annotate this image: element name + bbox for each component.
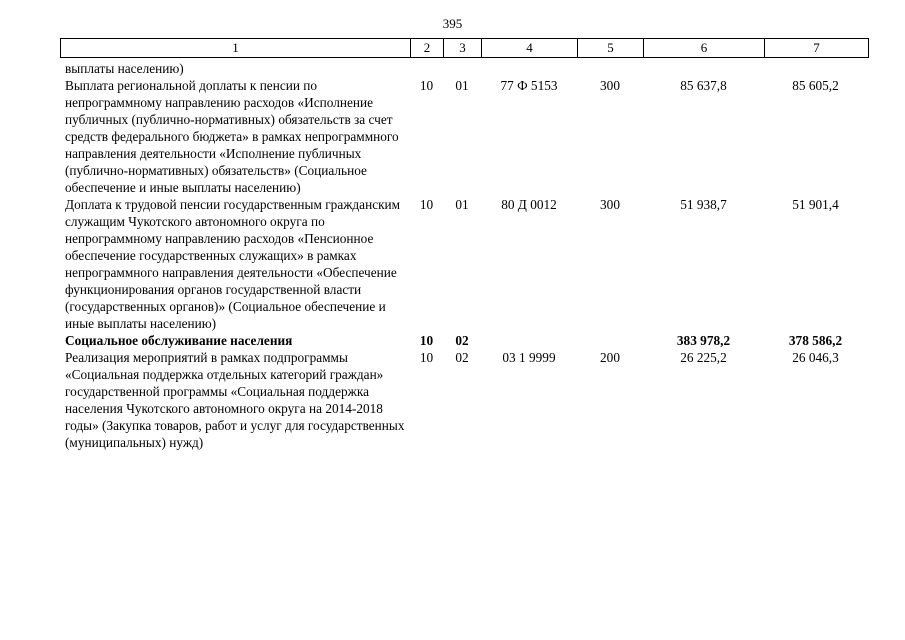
- header-col-1: 1: [61, 39, 411, 57]
- page-number: 395: [442, 16, 463, 31]
- header-col-4: 4: [482, 39, 578, 57]
- row-amount-planned: 26 225,2: [680, 350, 727, 365]
- row-amount-executed: 26 046,3: [792, 350, 839, 365]
- row-amount-planned: 383 978,2: [676, 333, 731, 348]
- table-row: [60, 196, 869, 332]
- row-amount-planned: 85 637,8: [680, 78, 727, 93]
- row-target-article: 77 Ф 5153: [500, 78, 558, 93]
- row-expense-type: 200: [600, 350, 620, 365]
- header-col-3: 3: [444, 39, 482, 57]
- header-col-6: 6: [644, 39, 765, 57]
- row-target-article: 03 1 9999: [502, 350, 556, 365]
- row-description: Выплата региональной доплаты к пенсии по непрограммному направлению расходов «Исполнение публичных (публично-нормативных) обязательств за счет средств федерального бюджета» в рамках непрограммного направления деятельности «Исполнение публичных (публично-нормативных) обязательств» (Социальное обеспечение и иные выплаты населению): [65, 78, 399, 195]
- row-amount-executed: 51 901,4: [792, 197, 839, 212]
- row-description: Реализация мероприятий в рамках подпрограммы «Социальная поддержка отдельных категорий граждан» государственной программы «Социальная поддержка населения Чукотского автономного округа на 2014-2018 годы» (Закупка товаров, работ и услуг для государственных (муниципальных) нужд): [65, 350, 405, 450]
- row-amount-planned: 51 938,7: [680, 197, 727, 212]
- table-body: [60, 60, 869, 451]
- row-expense-type: 300: [600, 197, 620, 212]
- row-amount-executed: 85 605,2: [792, 78, 839, 93]
- row-subsection: 01: [455, 197, 469, 212]
- row-description: Доплата к трудовой пенсии государственным гражданским служащим Чукотского автономного округа по непрограммному направлению расходов «Пенсионное обеспечение государственных служащих» в рамках непрограммного направления деятельности «Обеспечение функционирования органов государственной власти (государственных органов)» (Социальное обеспечение и иные выплаты населению): [65, 197, 401, 331]
- row-subsection: 02: [455, 333, 469, 348]
- header-col-5: 5: [578, 39, 644, 57]
- table-row-section-total: [60, 332, 869, 349]
- table-header: [60, 38, 869, 58]
- row-subsection: 02: [455, 350, 469, 365]
- row-section: 10: [419, 197, 434, 212]
- row-target-article: 80 Д 0012: [501, 197, 557, 212]
- row-expense-type: 300: [600, 78, 620, 93]
- table-row: [60, 349, 869, 451]
- row-subsection: 01: [455, 78, 469, 93]
- row-section: 10: [419, 333, 434, 348]
- header-col-7: 7: [813, 40, 820, 55]
- row-description: выплаты населению): [65, 61, 184, 76]
- header-col-2: 2: [411, 39, 444, 57]
- row-amount-executed: 378 586,2: [788, 333, 843, 348]
- table-row: [60, 77, 869, 196]
- table-row: [60, 60, 869, 77]
- row-description: Социальное обслуживание населения: [65, 333, 293, 348]
- row-section: 10: [419, 350, 434, 365]
- row-section: 10: [419, 78, 434, 93]
